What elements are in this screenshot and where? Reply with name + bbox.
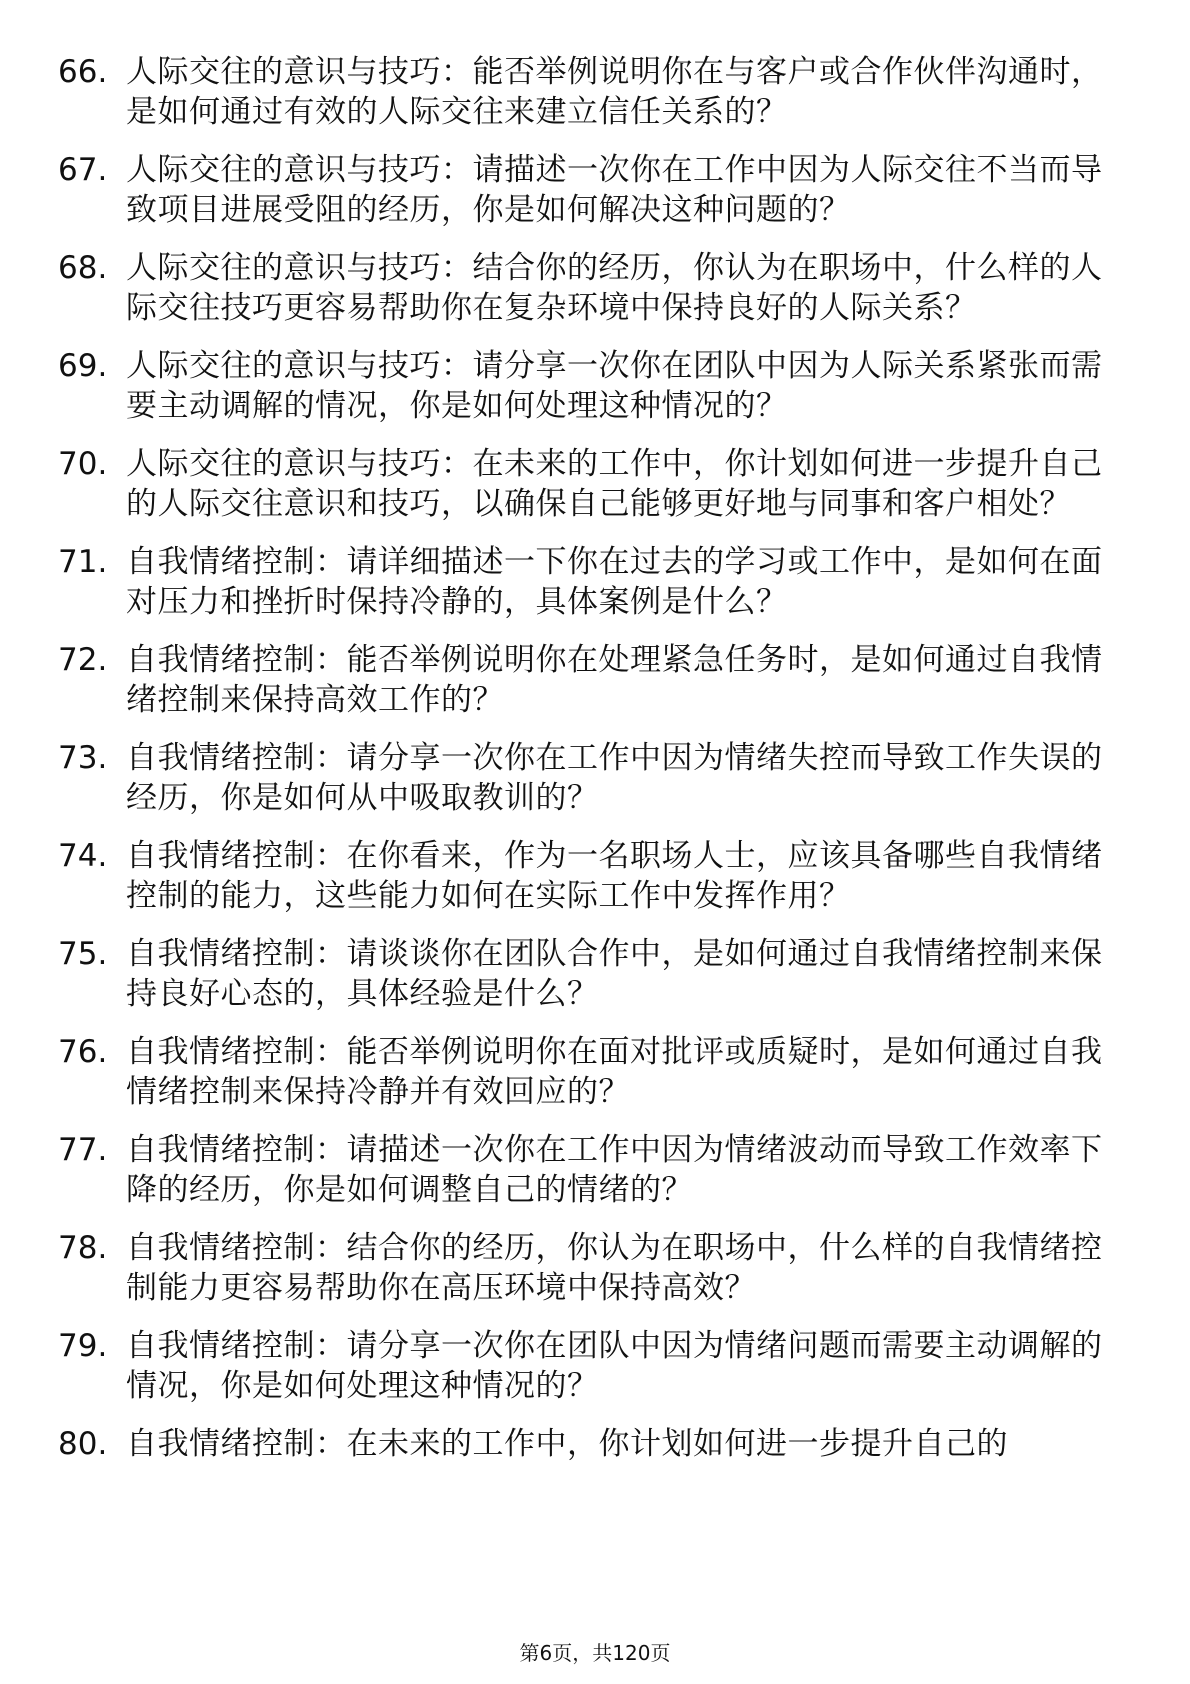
question-text: 自我情绪控制：能否举例说明你在处理紧急任务时，是如何通过自我情绪控制来保持高效工作的？ [126, 642, 1103, 718]
page-number-footer: 第6页，共120页 [519, 1641, 671, 1665]
question-text: 人际交往的意识与技巧：结合你的经历，你认为在职场中，什么样的人际交往技巧更容易帮助你在复杂环境中保持良好的人际关系？ [126, 250, 1103, 326]
question-number: 74. [58, 838, 108, 874]
question-text: 自我情绪控制：请描述一次你在工作中因为情绪波动而导致工作效率下降的经历，你是如何调整自己的情绪的？ [126, 1132, 1103, 1208]
question-item-67 [58, 150, 1118, 230]
question-number: 73. [58, 740, 108, 776]
question-item-71 [58, 542, 1118, 622]
question-item-75 [58, 934, 1118, 1014]
question-number: 75. [58, 936, 108, 972]
question-item-70 [58, 444, 1118, 524]
question-item-73 [58, 738, 1118, 818]
question-number: 78. [58, 1230, 108, 1266]
question-number: 68. [58, 250, 108, 286]
question-number: 71. [58, 544, 108, 580]
question-text: 自我情绪控制：请分享一次你在团队中因为情绪问题而需要主动调解的情况，你是如何处理这种情况的？ [126, 1328, 1103, 1404]
question-number: 76. [58, 1034, 108, 1070]
question-text: 人际交往的意识与技巧：请描述一次你在工作中因为人际交往不当而导致项目进展受阻的经历，你是如何解决这种问题的？ [126, 152, 1103, 228]
question-text: 自我情绪控制：请分享一次你在工作中因为情绪失控而导致工作失误的经历，你是如何从中吸取教训的？ [126, 740, 1103, 816]
question-number: 80. [58, 1426, 108, 1462]
question-item-77 [58, 1130, 1118, 1210]
question-number: 67. [58, 152, 108, 188]
question-text: 人际交往的意识与技巧：在未来的工作中，你计划如何进一步提升自己的人际交往意识和技巧，以确保自己能够更好地与同事和客户相处？ [126, 446, 1103, 522]
question-text: 自我情绪控制：请谈谈你在团队合作中，是如何通过自我情绪控制来保持良好心态的，具体经验是什么？ [126, 936, 1103, 1012]
question-item-74 [58, 836, 1118, 916]
question-text: 自我情绪控制：在你看来，作为一名职场人士，应该具备哪些自我情绪控制的能力，这些能力如何在实际工作中发挥作用？ [126, 838, 1103, 914]
question-item-68 [58, 248, 1118, 328]
question-number: 77. [58, 1132, 108, 1168]
question-number: 66. [58, 54, 108, 90]
question-number: 79. [58, 1328, 108, 1364]
question-number: 70. [58, 446, 108, 482]
question-text: 自我情绪控制：能否举例说明你在面对批评或质疑时，是如何通过自我情绪控制来保持冷静并有效回应的？ [126, 1034, 1103, 1110]
question-item-80 [58, 1424, 1118, 1464]
question-text: 自我情绪控制：请详细描述一下你在过去的学习或工作中，是如何在面对压力和挫折时保持冷静的，具体案例是什么？ [126, 544, 1103, 620]
question-text: 自我情绪控制：在未来的工作中，你计划如何进一步提升自己的 [126, 1426, 1008, 1462]
question-item-76 [58, 1032, 1118, 1112]
question-item-79 [58, 1326, 1118, 1406]
question-text: 人际交往的意识与技巧：能否举例说明你在与客户或合作伙伴沟通时，是如何通过有效的人际交往来建立信任关系的？ [126, 54, 1103, 130]
question-item-69 [58, 346, 1118, 426]
question-list [58, 52, 1118, 1482]
question-text: 自我情绪控制：结合你的经历，你认为在职场中，什么样的自我情绪控制能力更容易帮助你在高压环境中保持高效？ [126, 1230, 1103, 1306]
question-item-78 [58, 1228, 1118, 1308]
question-item-66 [58, 52, 1118, 132]
question-number: 69. [58, 348, 108, 384]
question-text: 人际交往的意识与技巧：请分享一次你在团队中因为人际关系紧张而需要主动调解的情况，你是如何处理这种情况的？ [126, 348, 1103, 424]
question-item-72 [58, 640, 1118, 720]
question-number: 72. [58, 642, 108, 678]
